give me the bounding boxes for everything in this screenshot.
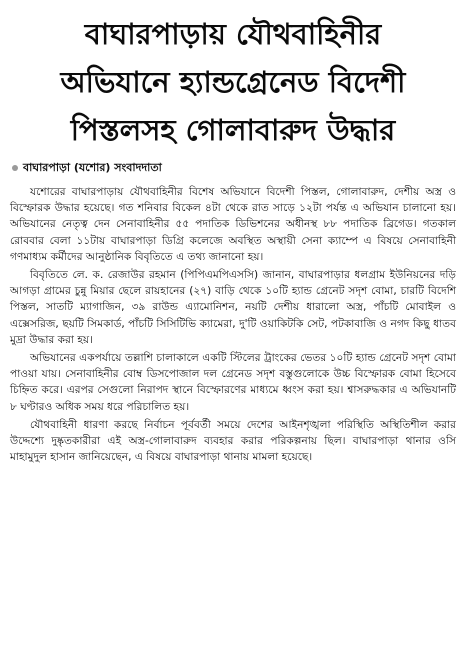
headline-line-2: অভিযানে হ্যান্ডগ্রেনেড বিদেশী: [60, 65, 406, 99]
paragraph-4: যৌথবাহিনী ধারণা করছে নির্বাচন পূর্ববর্তী সময়ে দেশের আইনশৃঙ্খলা পরিস্থিতি অস্থিতিশীল করার উদ্দেশ্যে দুষ্কৃতকারীরা এই অস্ত্র-গোলাবারুদ ব্যবহার করার পরিকল্পনায় ছিল। বাঘারপাড়া থানার ওসি মাহামুদুল হাসান জানিয়েছেন, এ বিষয়ে বাঘারপাড়া থানায় মামলা হয়েছে।: [10, 418, 456, 464]
bullet-icon: [12, 165, 18, 171]
paragraph-2: বিবৃতিতে লে. ক. রেজাউর রহমান (পিপিএমপিএসসি) জানান, বাঘারপাড়ার ধলগ্রাম ইউনিয়নের দড়ি আগড়া গ্রামের চুন্নু মিয়ার ছেলে রায়হানের (২৭) বাড়ি থেকে ১০টি হ্যান্ড গ্রেনেট সদৃশ বোমা, চারটি বিদেশি পিস্তল, সাতটি ম্যাগাজিন, ৩৯ রাউন্ড এ্যামোনিশন, নয়টি দেশীয় ধারালো অস্ত্র, পাঁচটি মোবাইল ও এক্সেসরিজ, ছয়টি সিমকার্ড, পাঁচটি সিসিটিভি ক্যামেরা, দু'টি ওয়াকিটকি সেট, পটকাবাজি ও নগদ কিছু ধাতব মুদ্রা উদ্ধার করা হয়।: [10, 269, 456, 346]
headline-line-3: পিস্তলসহ গোলাবারুদ উদ্ধার: [70, 113, 396, 147]
paragraph-1: যশোরের বাঘারপাড়ায় যৌথবাহিনীর বিশেষ অভিযানে বিদেশী পিস্তল, গোলাবারুদ, দেশীয় অস্ত্র ও বিস্ফোরক উদ্ধার হয়েছে। গত শনিবার বিকেল ৪টা থেকে রাত সাড়ে ১২টা পর্যন্ত এ অভিযান চালানো হয়। অভিযানের নেতৃত্ব দেন সেনাবাহিনীর ৫৫ পদাতিক ডিভিশনের অধীনস্থ ৮৮ পদাতিক ব্রিগেড। গতকাল রোববার বেলা ১১টায় বাঘারপাড়া ডিগ্রি কলেজে অবস্থিত অস্থায়ী সেনা ক্যাম্পে এ বিষয়ে সেনাবাহিনী গণমাধ্যম কর্মীদের আনুষ্ঠানিক বিবৃতিতে এ তথ্য জানানো হয়।: [10, 186, 456, 263]
dateline: [12, 160, 456, 176]
dateline-text: বাঘারপাড়া (যশোর) সংবাদদাতা: [23, 161, 162, 174]
article-body: [10, 184, 456, 465]
headline-line-1: বাঘারপাড়ায় যৌথবাহিনীর: [84, 17, 382, 51]
paragraph-3: অভিযানের একপর্যায়ে তল্লাশি চালাকালে একটি স্টিলের ট্রাংকের ভেতর ১০টি হ্যান্ড গ্রেনেট সদৃশ বোমা পাওয়া যায়। সেনাবাহিনীর বোম্ব ডিসপোজাল দল গ্রেনেড সদৃশ বস্তুগুলোকে উচ্চ বিস্ফোরক বোমা হিসেবে চিহ্নিত করে। এরপর সেগুলো নিরাপদ স্থানে বিস্ফোরণের মাধ্যমে ধ্বংস করা হয়। শ্বাসরুদ্ধকার এ অভিযানটি ৮ ঘণ্টারও অধিক সময় ধরে পরিচালিত হয়।: [10, 352, 456, 413]
headline: [8, 10, 458, 154]
